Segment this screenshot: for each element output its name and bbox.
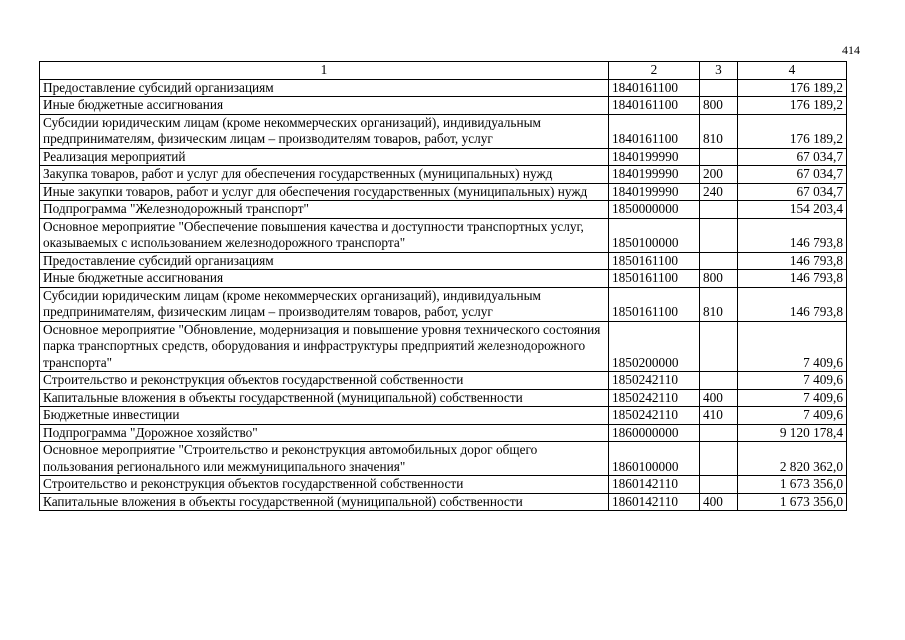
row-code-cell: 1850100000: [609, 218, 700, 252]
header-col-1: 1: [40, 62, 609, 80]
row-amount-cell: 7 409,6: [738, 372, 847, 390]
budget-table: [39, 61, 847, 511]
row-code-cell: 1850161100: [609, 252, 700, 270]
row-code-cell: 1840199990: [609, 183, 700, 201]
row-vr-cell: 410: [700, 407, 738, 425]
table-row: [40, 442, 847, 476]
page-number: 414: [842, 43, 860, 57]
row-code-cell: 1850000000: [609, 201, 700, 219]
row-amount-cell: 7 409,6: [738, 407, 847, 425]
row-vr-cell: 800: [700, 270, 738, 288]
row-amount-cell: 146 793,8: [738, 287, 847, 321]
row-vr-cell: [700, 252, 738, 270]
row-vr-cell: 810: [700, 287, 738, 321]
table-row: [40, 148, 847, 166]
row-code-cell: 1860000000: [609, 424, 700, 442]
row-name-cell: Реализация мероприятий: [40, 148, 609, 166]
table-row: [40, 183, 847, 201]
row-vr-cell: [700, 442, 738, 476]
row-vr-cell: 240: [700, 183, 738, 201]
row-name-cell: Строительство и реконструкция объектов государственной собственности: [40, 372, 609, 390]
row-code-cell: 1860142110: [609, 476, 700, 494]
table-row: [40, 270, 847, 288]
row-code-cell: 1850161100: [609, 287, 700, 321]
row-code-cell: 1850161100: [609, 270, 700, 288]
row-vr-cell: 200: [700, 166, 738, 184]
row-name-cell: Субсидии юридическим лицам (кроме некоммерческих организаций), индивидуальным предпринимателям, физическим лицам – производителям товаров, работ, услуг: [40, 114, 609, 148]
row-amount-cell: 67 034,7: [738, 148, 847, 166]
row-name-cell: Закупка товаров, работ и услуг для обеспечения государственных (муниципальных) нужд: [40, 166, 609, 184]
table-row: [40, 493, 847, 511]
row-name-cell: Основное мероприятие "Обновление, модернизация и повышение уровня технического состояния парка транспортных средств, оборудования и инфраструктуры предприятий железнодорожного транспорта": [40, 321, 609, 372]
row-amount-cell: 1 673 356,0: [738, 476, 847, 494]
row-amount-cell: 176 189,2: [738, 79, 847, 97]
row-name-cell: Предоставление субсидий организациям: [40, 79, 609, 97]
row-code-cell: 1850242110: [609, 372, 700, 390]
table-row: [40, 201, 847, 219]
table-row: [40, 287, 847, 321]
row-name-cell: Иные бюджетные ассигнования: [40, 270, 609, 288]
row-amount-cell: 146 793,8: [738, 252, 847, 270]
table-row: [40, 252, 847, 270]
row-vr-cell: [700, 476, 738, 494]
table-row: [40, 407, 847, 425]
row-name-cell: Подпрограмма "Дорожное хозяйство": [40, 424, 609, 442]
row-amount-cell: 2 820 362,0: [738, 442, 847, 476]
table-row: [40, 424, 847, 442]
table-row: [40, 97, 847, 115]
table-row: [40, 372, 847, 390]
row-name-cell: Иные бюджетные ассигнования: [40, 97, 609, 115]
table-row: [40, 476, 847, 494]
row-vr-cell: 400: [700, 389, 738, 407]
row-amount-cell: 146 793,8: [738, 270, 847, 288]
table-body: [40, 79, 847, 511]
row-amount-cell: 9 120 178,4: [738, 424, 847, 442]
row-amount-cell: 154 203,4: [738, 201, 847, 219]
row-amount-cell: 1 673 356,0: [738, 493, 847, 511]
row-name-cell: Строительство и реконструкция объектов государственной собственности: [40, 476, 609, 494]
row-name-cell: Субсидии юридическим лицам (кроме некоммерческих организаций), индивидуальным предпринимателям, физическим лицам – производителям товаров, работ, услуг: [40, 287, 609, 321]
row-vr-cell: [700, 79, 738, 97]
row-code-cell: 1850242110: [609, 407, 700, 425]
table-row: [40, 218, 847, 252]
row-code-cell: 1840199990: [609, 166, 700, 184]
row-name-cell: Основное мероприятие "Строительство и реконструкция автомобильных дорог общего пользования регионального или межмуниципального значения": [40, 442, 609, 476]
row-name-cell: Капитальные вложения в объекты государственной (муниципальной) собственности: [40, 389, 609, 407]
row-name-cell: Капитальные вложения в объекты государственной (муниципальной) собственности: [40, 493, 609, 511]
row-vr-cell: 800: [700, 97, 738, 115]
header-col-2: 2: [609, 62, 700, 80]
row-vr-cell: [700, 201, 738, 219]
table-row: [40, 79, 847, 97]
row-vr-cell: [700, 218, 738, 252]
row-amount-cell: 146 793,8: [738, 218, 847, 252]
table-row: [40, 389, 847, 407]
row-vr-cell: [700, 372, 738, 390]
row-name-cell: Бюджетные инвестиции: [40, 407, 609, 425]
row-vr-cell: 810: [700, 114, 738, 148]
header-col-3: 3: [700, 62, 738, 80]
row-amount-cell: 176 189,2: [738, 97, 847, 115]
header-col-4: 4: [738, 62, 847, 80]
table-row: [40, 166, 847, 184]
row-name-cell: Подпрограмма "Железнодорожный транспорт": [40, 201, 609, 219]
table-header-row: [40, 62, 847, 80]
row-name-cell: Иные закупки товаров, работ и услуг для обеспечения государственных (муниципальных) нужд: [40, 183, 609, 201]
table-row: [40, 321, 847, 372]
row-code-cell: 1840161100: [609, 114, 700, 148]
row-code-cell: 1840161100: [609, 97, 700, 115]
row-vr-cell: [700, 148, 738, 166]
table-row: [40, 114, 847, 148]
row-code-cell: 1850200000: [609, 321, 700, 372]
row-amount-cell: 67 034,7: [738, 183, 847, 201]
row-amount-cell: 7 409,6: [738, 321, 847, 372]
row-code-cell: 1840199990: [609, 148, 700, 166]
row-vr-cell: 400: [700, 493, 738, 511]
row-name-cell: Основное мероприятие "Обеспечение повышения качества и доступности транспортных услуг, оказываемых с использованием железнодорожного транспорта": [40, 218, 609, 252]
row-vr-cell: [700, 424, 738, 442]
row-code-cell: 1850242110: [609, 389, 700, 407]
row-vr-cell: [700, 321, 738, 372]
row-code-cell: 1860142110: [609, 493, 700, 511]
row-name-cell: Предоставление субсидий организациям: [40, 252, 609, 270]
row-amount-cell: 67 034,7: [738, 166, 847, 184]
row-code-cell: 1860100000: [609, 442, 700, 476]
row-amount-cell: 7 409,6: [738, 389, 847, 407]
row-amount-cell: 176 189,2: [738, 114, 847, 148]
row-code-cell: 1840161100: [609, 79, 700, 97]
